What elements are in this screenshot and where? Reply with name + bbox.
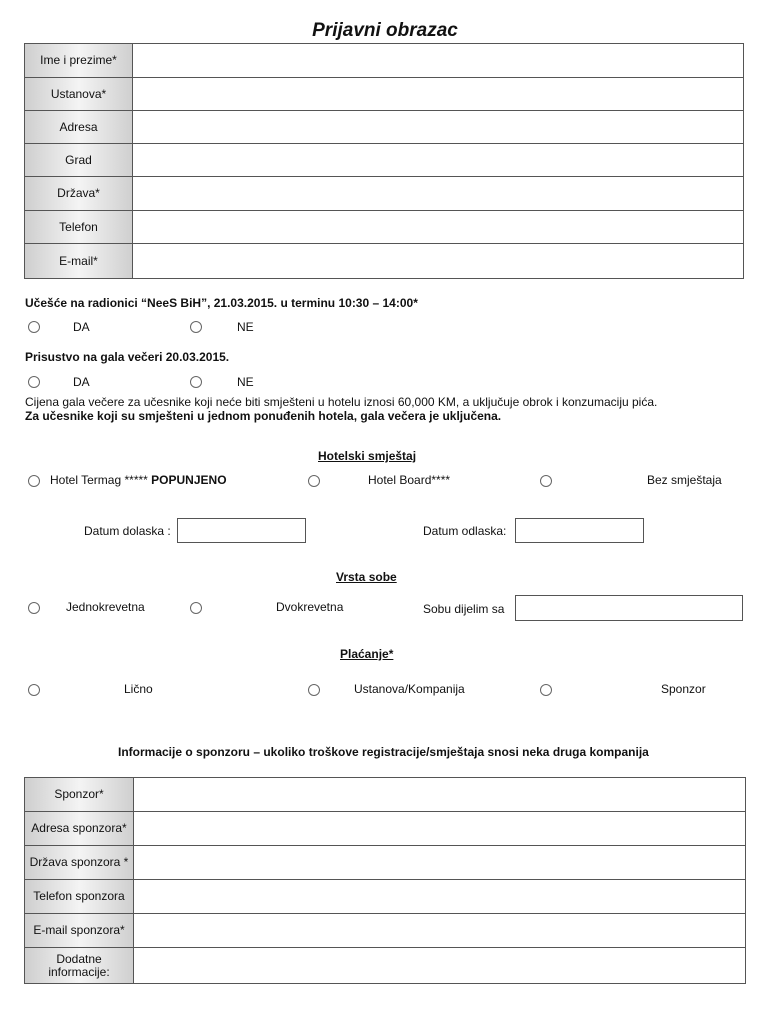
payment-heading: Plaćanje* bbox=[340, 647, 394, 661]
city-label: Grad bbox=[25, 144, 133, 177]
sponsor-address-field[interactable] bbox=[134, 812, 746, 846]
city-field[interactable] bbox=[133, 144, 744, 177]
gala-yes-radio[interactable] bbox=[28, 376, 40, 388]
workshop-yes-radio[interactable] bbox=[28, 321, 40, 333]
double-room-label: Dvokrevetna bbox=[276, 600, 344, 614]
arrival-date-field[interactable] bbox=[177, 518, 306, 543]
sponsor-country-label: Država sponzora * bbox=[25, 846, 134, 880]
departure-date-field[interactable] bbox=[515, 518, 644, 543]
hotel-termag-label: Hotel Termag ***** bbox=[50, 473, 152, 487]
payment-institution-label: Ustanova/Kompanija bbox=[354, 682, 465, 696]
sponsor-address-label: Adresa sponzora* bbox=[25, 812, 134, 846]
payment-sponsor-label: Sponzor bbox=[661, 682, 706, 696]
sponsor-phone-field[interactable] bbox=[134, 880, 746, 914]
sponsor-name-label: Sponzor* bbox=[25, 778, 134, 812]
phone-field[interactable] bbox=[133, 211, 744, 244]
payment-institution-radio[interactable] bbox=[308, 684, 320, 696]
workshop-no-radio[interactable] bbox=[190, 321, 202, 333]
additional-info-line2: informacije: bbox=[48, 964, 110, 979]
page-title: Prijavni obrazac bbox=[312, 20, 458, 41]
email-label: E-mail* bbox=[25, 244, 133, 279]
sponsor-phone-label: Telefon sponzora bbox=[25, 880, 134, 914]
additional-info-line1: Dodatne bbox=[56, 951, 102, 966]
additional-info-label bbox=[25, 948, 134, 984]
phone-label: Telefon bbox=[25, 211, 133, 244]
payment-personal-radio[interactable] bbox=[28, 684, 40, 696]
room-share-label: Sobu dijelim sa bbox=[423, 602, 505, 616]
room-type-heading: Vrsta sobe bbox=[336, 570, 397, 584]
payment-sponsor-radio[interactable] bbox=[540, 684, 552, 696]
sponsor-email-field[interactable] bbox=[134, 914, 746, 948]
gala-question: Prisustvo na gala večeri 20.03.2015. bbox=[25, 350, 230, 364]
sponsor-info-table bbox=[24, 777, 746, 984]
name-field[interactable] bbox=[133, 44, 744, 78]
payment-personal-label: Lično bbox=[124, 682, 153, 696]
institution-label: Ustanova* bbox=[25, 78, 133, 111]
workshop-no-label: NE bbox=[237, 320, 254, 334]
sponsor-email-label: E-mail sponzora* bbox=[25, 914, 134, 948]
hotel-board-label: Hotel Board**** bbox=[368, 473, 451, 487]
no-accommodation-radio[interactable] bbox=[540, 475, 552, 487]
gala-price-note: Cijena gala večere za učesnike koji neće biti smješteni u hotelu iznosi 60,000 KM, a uključuje obrok i konzumaciju pića. bbox=[25, 395, 658, 409]
workshop-question: Učešće na radionici “NeeS BiH”, 21.03.2015. u terminu 10:30 – 14:00* bbox=[25, 296, 418, 310]
country-field[interactable] bbox=[133, 177, 744, 211]
sponsor-name-field[interactable] bbox=[134, 778, 746, 812]
sponsor-heading: Informacije o sponzoru – ukoliko troškove registracije/smještaja snosi neka druga kompanija bbox=[118, 745, 649, 759]
no-accommodation-label: Bez smještaja bbox=[647, 473, 722, 487]
hotel-termag-option bbox=[50, 473, 227, 487]
email-field[interactable] bbox=[133, 244, 744, 279]
address-field[interactable] bbox=[133, 111, 744, 144]
personal-info-table bbox=[24, 43, 744, 279]
hotel-termag-status: POPUNJENO bbox=[151, 473, 227, 487]
double-room-radio[interactable] bbox=[190, 602, 202, 614]
gala-yes-label: DA bbox=[73, 375, 90, 389]
hotel-termag-radio[interactable] bbox=[28, 475, 40, 487]
gala-included-note: Za učesnike koji su smješteni u jednom ponuđenih hotela, gala večera je uključena. bbox=[25, 409, 502, 423]
single-room-label: Jednokrevetna bbox=[66, 600, 145, 614]
single-room-radio[interactable] bbox=[28, 602, 40, 614]
gala-no-label: NE bbox=[237, 375, 254, 389]
workshop-yes-label: DA bbox=[73, 320, 90, 334]
sponsor-country-field[interactable] bbox=[134, 846, 746, 880]
departure-date-label: Datum odlaska: bbox=[423, 524, 507, 538]
additional-info-field[interactable] bbox=[134, 948, 746, 984]
room-share-field[interactable] bbox=[515, 595, 743, 621]
country-label: Država* bbox=[25, 177, 133, 211]
address-label: Adresa bbox=[25, 111, 133, 144]
institution-field[interactable] bbox=[133, 78, 744, 111]
hotel-heading: Hotelski smještaj bbox=[318, 449, 417, 463]
hotel-board-radio[interactable] bbox=[308, 475, 320, 487]
name-label: Ime i prezime* bbox=[25, 44, 133, 78]
arrival-date-label: Datum dolaska : bbox=[84, 524, 171, 538]
gala-no-radio[interactable] bbox=[190, 376, 202, 388]
